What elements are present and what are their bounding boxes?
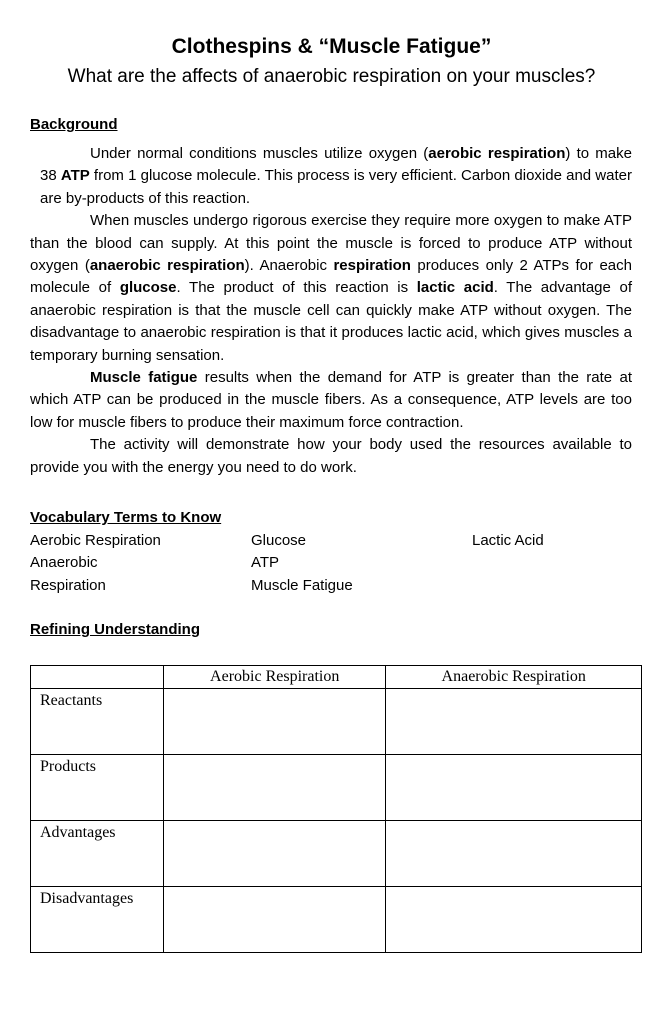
column-header-anaerobic: Anaerobic Respiration: [386, 666, 642, 689]
background-paragraph-2: [30, 210, 632, 367]
text-run: When muscles undergo rigorous exercise they require more oxygen to make ATP than the blood can supply. At this point the muscle is forced to produce ATP without oxygen (: [30, 212, 632, 275]
row-label-disadvantages: Disadvantages: [31, 887, 164, 953]
column-header-aerobic: Aerobic Respiration: [163, 666, 386, 689]
page-subtitle: What are the affects of anaerobic respiration on your muscles?: [67, 66, 596, 87]
term-muscle-fatigue: Muscle fatigue: [90, 369, 198, 387]
page-title: Clothespins & “Muscle Fatigue”: [171, 35, 492, 58]
text-run: ). Anaerobic: [244, 257, 334, 275]
table-header-row: [31, 666, 642, 689]
term-anaerobic-respiration: anaerobic respiration: [89, 257, 245, 275]
background-paragraph-4: [30, 434, 632, 479]
answer-cell-aerobic-reactants[interactable]: [163, 689, 386, 755]
answer-cell-aerobic-products[interactable]: [163, 755, 386, 821]
vocab-term: Muscle Fatigue: [251, 576, 353, 594]
table-row: [31, 755, 642, 821]
row-label-reactants: Reactants: [31, 689, 164, 755]
text-run: from 1 glucose molecule. This process is very efficient. Carbon dioxide and water are by-products of this reaction.: [40, 167, 632, 207]
background-paragraph-1: [30, 143, 632, 210]
answer-cell-anaerobic-reactants[interactable]: [386, 689, 642, 755]
table-row: [31, 887, 642, 953]
answer-cell-aerobic-advantages[interactable]: [163, 821, 386, 887]
answer-cell-anaerobic-advantages[interactable]: [386, 821, 642, 887]
vocabulary-column-3: [472, 530, 544, 552]
row-label-products: Products: [31, 755, 164, 821]
text-run: results when the demand for ATP is greater than the rate at which ATP can be produced in the muscle fibers. As a consequence, ATP levels are too low for muscle fibers to produce their maximum force contraction.: [30, 369, 633, 431]
background-heading: Background: [30, 116, 118, 133]
text-run: produces only 2 ATPs for each molecule of: [30, 257, 632, 297]
term-aerobic-respiration: aerobic respiration: [428, 145, 566, 162]
vocab-term: Aerobic Respiration: [30, 532, 161, 549]
answer-cell-anaerobic-disadvantages[interactable]: [386, 887, 642, 953]
term-glucose: glucose: [119, 279, 177, 297]
text-run: . The advantage of anaerobic respiration is that the muscle cell can quickly make ATP without oxygen. The disadvantage to anaerobic respiration is that it produces lactic acid, which gives muscles a temporary burning sensation.: [30, 279, 632, 364]
vocab-term: Glucose: [251, 532, 307, 549]
vocab-term: ATP: [251, 554, 280, 572]
answer-cell-anaerobic-products[interactable]: [386, 755, 642, 821]
text-run: ) to make 38: [40, 145, 632, 185]
comparison-table: [30, 665, 642, 953]
text-run: . The product of this reaction is: [176, 279, 417, 297]
vocab-term: Anaerobic: [30, 554, 98, 572]
vocab-term: Lactic Acid: [472, 532, 544, 549]
background-section: [30, 143, 632, 479]
refining-heading: Refining Understanding: [30, 621, 200, 638]
term-respiration: respiration: [333, 257, 411, 275]
answer-cell-aerobic-disadvantages[interactable]: [163, 887, 386, 953]
background-paragraph-3: [30, 367, 632, 434]
text-run: The activity will demonstrate how your body used the resources available to provide you with the energy you need to do work.: [30, 436, 632, 476]
term-atp: ATP: [60, 167, 90, 185]
vocabulary-column-1: [30, 530, 161, 597]
vocabulary-column-2: [251, 530, 353, 597]
vocabulary-heading: Vocabulary Terms to Know: [30, 509, 222, 526]
table-row: [31, 821, 642, 887]
table-corner-cell: [31, 666, 164, 689]
table-row: [31, 689, 642, 755]
vocab-term: Respiration: [30, 576, 106, 594]
term-lactic-acid: lactic acid: [416, 279, 494, 297]
text-run: Under normal conditions muscles utilize oxygen (: [90, 145, 429, 162]
row-label-advantages: Advantages: [31, 821, 164, 887]
